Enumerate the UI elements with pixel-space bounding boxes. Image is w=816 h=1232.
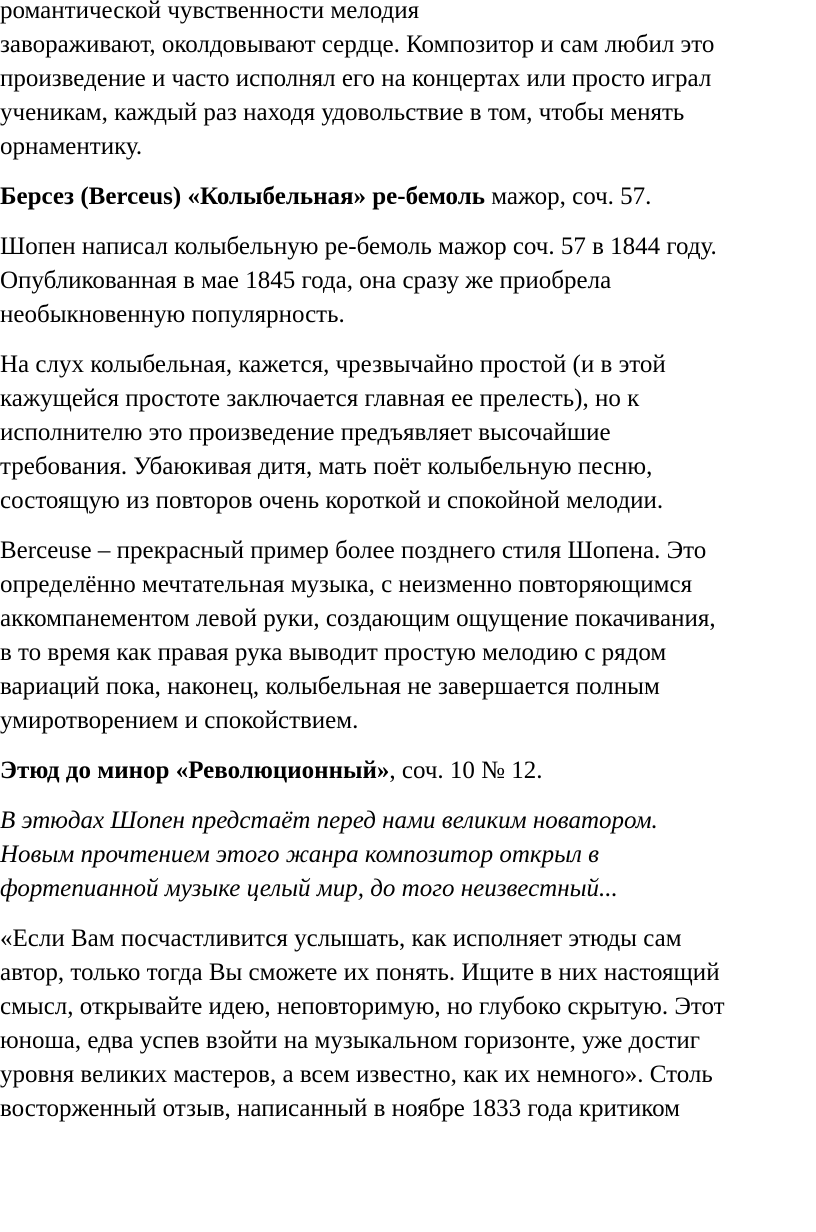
text-line: произведение и часто исполнял его на концертах или просто играл: [0, 65, 712, 92]
heading-line: [0, 754, 816, 788]
paragraph-berceuse-style: [0, 534, 816, 738]
text-line: Опубликованная в мае 1845 года, она сразу же приобрела: [0, 267, 612, 294]
text-line: орнаментику.: [0, 133, 143, 160]
heading-revolutionary-etude: [0, 754, 816, 788]
heading-bold-text: Берсез (Berceus) «Колыбельная» ре-бемоль: [0, 183, 485, 210]
text-line: уровня великих мастеров, а всем известно, как их немного». Столь: [0, 1061, 713, 1088]
paragraph-berceuse-history: [0, 230, 816, 332]
text-line: автор, только тогда Вы сможете их понять. Ищите в них настоящий: [0, 959, 720, 986]
text-line: Новым прочтением этого жанра композитор открыл в: [0, 841, 600, 868]
text-line: В этюдах Шопен предстаёт перед нами великим новатором.: [0, 807, 658, 834]
text-line: кажущейся простоте заключается главная ее прелесть), но к: [0, 385, 640, 412]
text-line: романтической чувственности мелодия: [0, 0, 420, 24]
text-line: состоящую из повторов очень короткой и спокойной мелодии.: [0, 487, 664, 514]
text-line: аккомпанементом левой руки, создающим ощущение покачивания,: [0, 605, 716, 632]
text-line: фортепианной музыке целый мир, до того неизвестный...: [0, 875, 618, 902]
text-line: ученикам, каждый раз находя удовольствие в том, чтобы менять: [0, 99, 685, 126]
text-line: исполнителю это произведение предъявляет высочайшие: [0, 419, 611, 446]
text-line: На слух колыбельная, кажется, чрезвычайно простой (и в этой: [0, 351, 666, 378]
heading-line: [0, 180, 816, 214]
text-line: смысл, открывайте идею, неповторимую, но глубоко скрытую. Этот: [0, 993, 725, 1020]
text-line: Berceuse – прекрасный пример более позднего стиля Шопена. Это: [0, 537, 707, 564]
text-line: восторженный отзыв, написанный в ноябре 1833 года критиком: [0, 1095, 680, 1122]
paragraph-intro: [0, 0, 816, 164]
heading-berceuse: [0, 180, 816, 214]
heading-normal-text: мажор, соч. 57.: [484, 183, 652, 210]
heading-normal-text: , соч. 10 № 12.: [389, 757, 543, 784]
text-line: завораживают, околдовывают сердце. Композитор и сам любил это: [0, 31, 715, 58]
text-line: требования. Убаюкивая дитя, мать поёт колыбельную песню,: [0, 453, 653, 480]
text-line: юноша, едва успев взойти на музыкальном горизонте, уже достиг: [0, 1027, 701, 1054]
text-line: вариаций пока, наконец, колыбельная не завершается полным: [0, 673, 660, 700]
paragraph-critic-review: [0, 922, 816, 1126]
paragraph-italic-quote: [0, 804, 816, 906]
heading-bold-text: Этюд до минор «Революционный»: [0, 757, 390, 784]
text-line: «Если Вам посчастливится услышать, как исполняет этюды сам: [0, 925, 682, 952]
text-line: Шопен написал колыбельную ре-бемоль мажор соч. 57 в 1844 году.: [0, 233, 717, 260]
text-line: умиротворением и спокойствием.: [0, 707, 359, 734]
paragraph-berceuse-description: [0, 348, 816, 518]
text-line: необыкновенную популярность.: [0, 301, 345, 328]
text-line: в то время как правая рука выводит простую мелодию с рядом: [0, 639, 667, 666]
text-line: определённо мечтательная музыка, с неизменно повторяющимся: [0, 571, 693, 598]
